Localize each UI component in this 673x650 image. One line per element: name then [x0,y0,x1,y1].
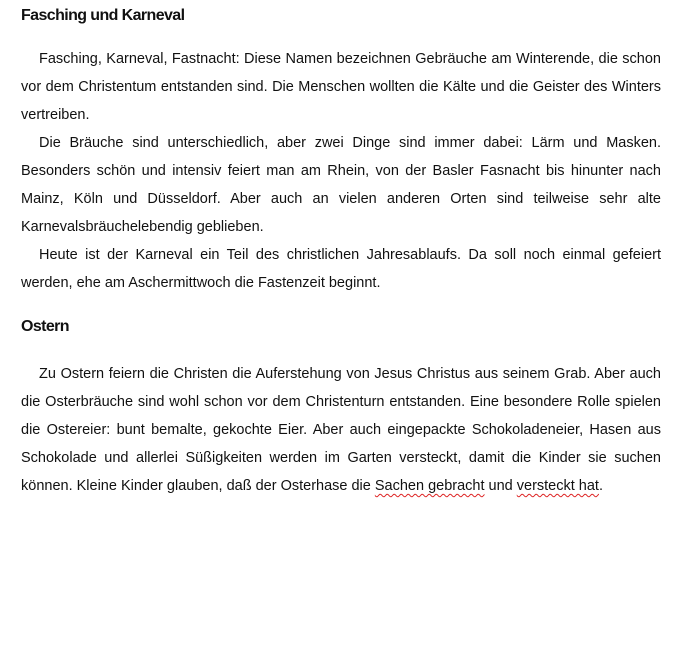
paragraph-text: Zu Ostern feiern die Christen die Auferstehung von Jesus Christus aus seinem Grab. Aber auch die Osterbräuche sind wohl schon vor dem Christenturn entstanden. Eine besondere Rolle spielen die Ostereier: bunt bemalte, gekochte Eier. Aber auch eingepackte Schokoladeneier, Hasen aus Schokolade und allerlei Süßigkeiten werden im Garten versteckt, damit die Kinder sie suchen können. Kleine Kinder glauben, daß der Osterhase die [21,366,661,494]
section-heading-fasching: Fasching und Karneval [21,7,185,24]
document-page [21,0,661,500]
paragraph: Fasching, Karneval, Fastnacht: Diese Namen bezeichnen Gebräuche am Winterende, die schon vor dem Christentum entstanden sind. Die Menschen wollten die Kälte und die Geister des Winters vertreiben. [21,51,661,123]
paragraph [21,360,661,500]
section-body-ostern [21,360,661,500]
section-heading-ostern: Ostern [21,318,69,335]
paragraph-text: . [598,478,603,494]
paragraph: Heute ist der Karneval ein Teil des christlichen Jahresablaufs. Da soll noch einmal gefeiert werden, ehe am Aschermittwoch die Fastenzeit beginnt. [21,247,661,291]
section-body-fasching [21,45,661,297]
paragraph-text: und [484,478,517,494]
paragraph: Die Bräuche sind unterschiedlich, aber zwei Dinge sind immer dabei: Lärm und Masken. Besonders schön und intensiv feiert man am Rhein, von der Basler Fasnacht bis hinunter nach Mainz, Köln und Düsseldorf. Aber auch an vielen anderen Orten sind teilweise sehr alte Karnevalsbräuchelebendig geblieben. [21,135,661,235]
spelling-flagged-text[interactable]: versteckt hat [516,478,599,494]
spelling-flagged-text[interactable]: Sachen gebracht [374,478,485,494]
